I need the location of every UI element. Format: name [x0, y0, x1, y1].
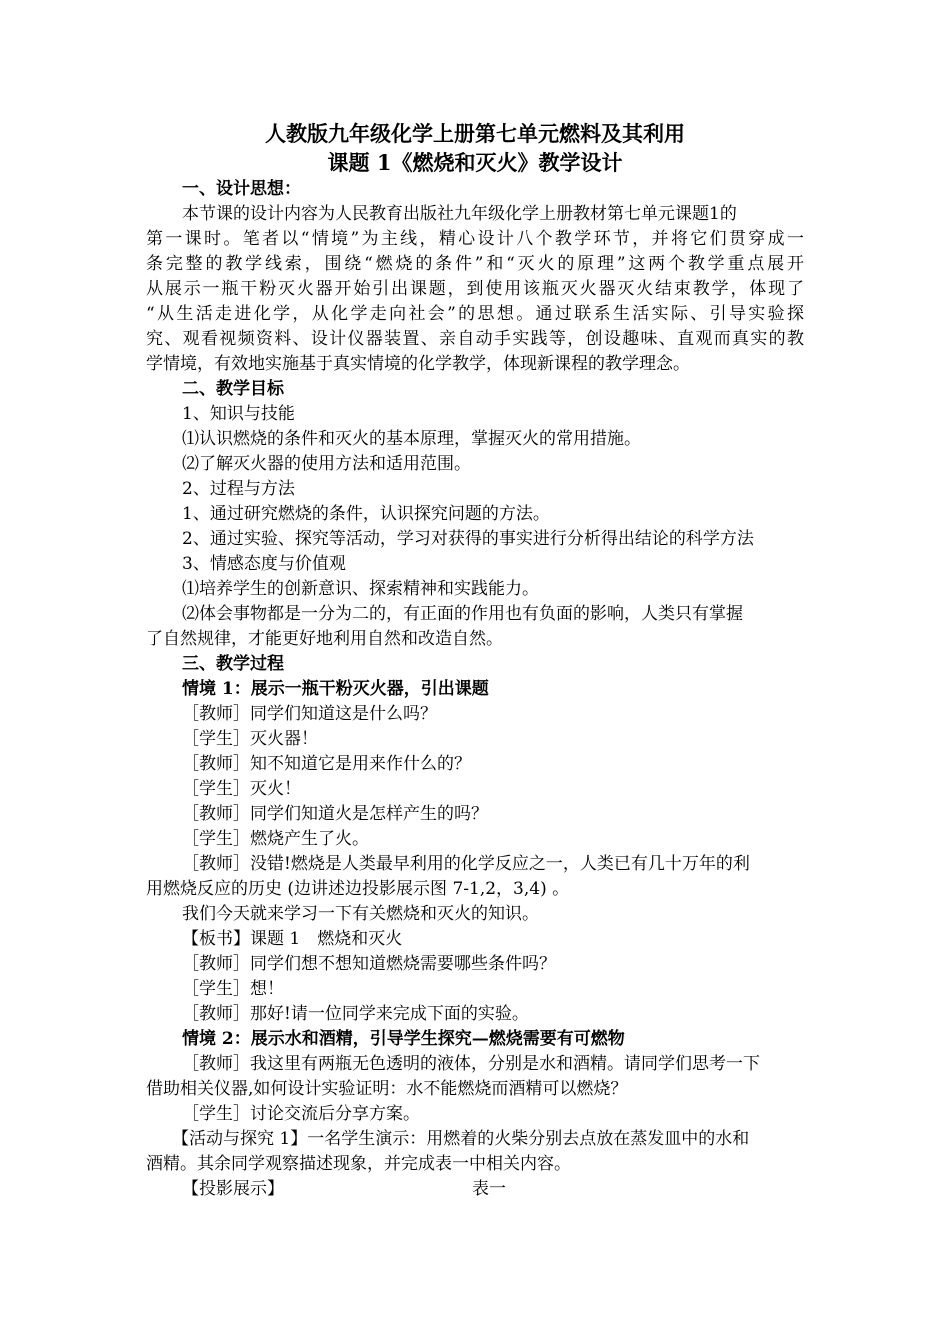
- goal-line: ⑵体会事物都是一分为二的，有正面的作用也有负面的影响，人类只有掌握: [182, 604, 743, 624]
- section-heading-process: 三、教学过程: [182, 654, 284, 674]
- dialog-line: ［教师］那好!请一位同学来完成下面的实验。: [182, 1004, 529, 1024]
- section-heading-design: 一、设计思想：: [182, 179, 301, 199]
- projection-label: 【投影展示】: [182, 1179, 284, 1199]
- paragraph-line: 究、观看视频资料、设计仪器装置、亲自动手实践等，创设趣味、直观而真实的教: [146, 329, 804, 349]
- dialog-line: 借助相关仪器,如何设计实验证明：水不能燃烧而酒精可以燃烧？: [146, 1079, 628, 1099]
- paragraph-line: 从展示一瓶干粉灭火器开始引出课题，到使用该瓶灭火器灭火结束教学，体现了: [146, 279, 804, 299]
- goal-line: ⑵了解灭火器的使用方法和适用范围。: [182, 454, 471, 474]
- dialog-line: ［教师］同学们知道这是什么吗？: [182, 704, 437, 724]
- doc-title-line2: 课题 1《燃烧和灭火》教学设计: [327, 150, 623, 175]
- dialog-line: ［教师］同学们知道火是怎样产生的吗？: [182, 804, 488, 824]
- dialog-line: ［学生］想！: [182, 979, 284, 999]
- dialog-line: ［学生］灭火！: [182, 779, 301, 799]
- goal-line: 了自然规律，才能更好地利用自然和改造自然。: [146, 629, 503, 649]
- doc-title-line1: 人教版九年级化学上册第七单元燃料及其利用: [265, 121, 685, 146]
- activity-line: 酒精。其余同学观察描述现象，并完成表一中相关内容。: [146, 1154, 571, 1174]
- dialog-line: ［学生］灭火器！: [182, 729, 318, 749]
- board-note: 【板书】课题 1 燃烧和灭火: [182, 929, 403, 949]
- dialog-line: ［教师］知不知道它是用来作什么的？: [182, 754, 471, 774]
- goal-line: 2、通过实验、探究等活动，学习对获得的事实进行分析得出结论的科学方法: [182, 529, 754, 549]
- paragraph-line: 条完整的教学线索，围绕“燃烧的条件”和“灭火的原理”这两个教学重点展开: [146, 254, 804, 274]
- goal-line: 3、情感态度与价值观: [182, 554, 346, 574]
- goal-line: 2、过程与方法: [182, 479, 295, 499]
- dialog-line: ［教师］同学们想不想知道燃烧需要哪些条件吗？: [182, 954, 556, 974]
- dialog-line: ［教师］没错!燃烧是人类最早利用的化学反应之一，人类已有几十万年的利: [182, 854, 750, 874]
- scene1-heading: 情境 1：展示一瓶干粉灭火器，引出课题: [182, 679, 489, 699]
- paragraph-line: 本节课的设计内容为人民教育出版社九年级化学上册教材第七单元课题1的: [182, 204, 737, 224]
- goal-line: ⑴培养学生的创新意识、探索精神和实践能力。: [182, 579, 539, 599]
- section-heading-goals: 二、教学目标: [182, 379, 284, 399]
- paragraph-line: “从生活走进化学，从化学走向社会”的思想。通过联系生活实际、引导实验探: [146, 304, 804, 324]
- paragraph-line: 学情境，有效地实施基于真实情境的化学教学，体现新课程的教学理念。: [146, 354, 690, 374]
- goal-line: 1、通过研究燃烧的条件，认识探究问题的方法。: [182, 504, 550, 524]
- goal-line: 1、知识与技能: [182, 404, 295, 424]
- goal-line: ⑴认识燃烧的条件和灭火的基本原理，掌握灭火的常用措施。: [182, 429, 641, 449]
- dialog-line: ［学生］燃烧产生了火。: [182, 829, 369, 849]
- paragraph-line: 我们今天就来学习一下有关燃烧和灭火的知识。: [182, 904, 539, 924]
- activity-line: 【活动与探究 1】一名学生演示：用燃着的火柴分别去点放在蒸发皿中的水和: [172, 1129, 750, 1149]
- dialog-line: ［学生］讨论交流后分享方案。: [182, 1104, 420, 1124]
- dialog-line: ［教师］我这里有两瓶无色透明的液体，分别是水和酒精。请同学们思考一下: [182, 1054, 760, 1074]
- scene2-heading: 情境 2：展示水和酒精，引导学生探究—燃烧需要有可燃物: [182, 1029, 625, 1049]
- paragraph-line: 第一课时。笔者以“情境”为主线，精心设计八个教学环节，并将它们贯穿成一: [146, 229, 804, 249]
- table-caption: 表一: [472, 1179, 506, 1199]
- dialog-line: 用燃烧反应的历史 (边讲述边投影展示图 7-1,2，3,4) 。: [146, 879, 570, 899]
